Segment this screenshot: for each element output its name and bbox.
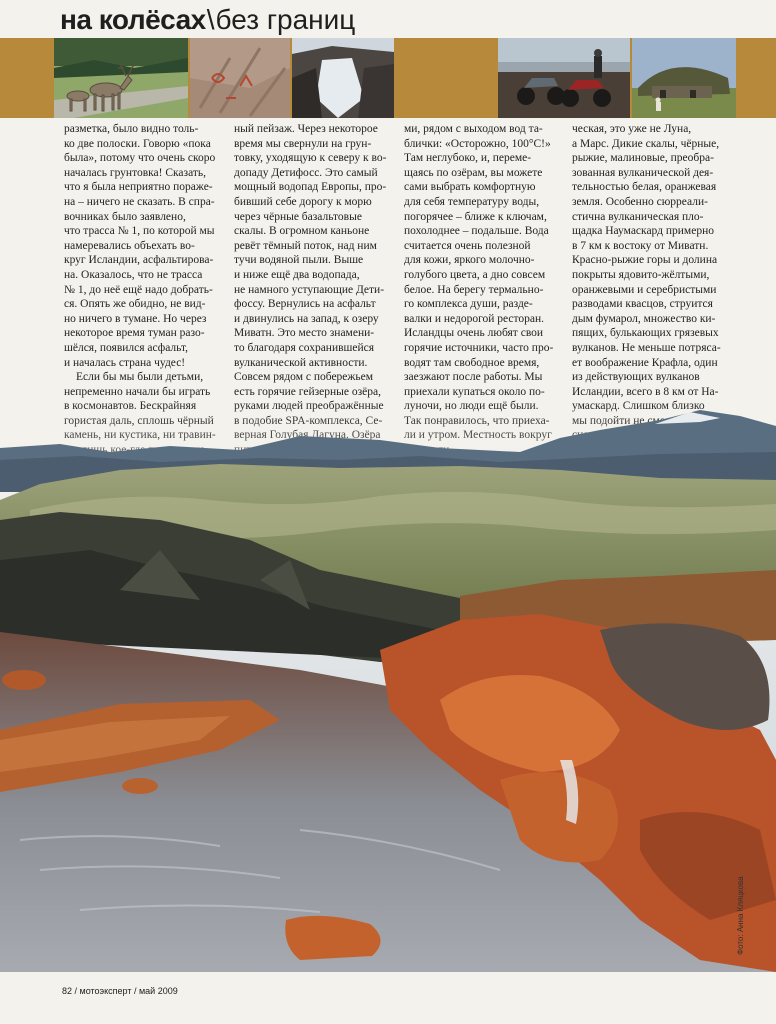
text-column-4 (572, 122, 750, 443)
section-title-left: на колёсах (60, 4, 206, 35)
section-title-right: без границ (215, 4, 356, 35)
paragraph: ческая, это уже не Луна, а Марс. Дикие скалы, чёрные, рыжие, малиновые, преобра- зованная вулканической дея- тельностью белая, оранжевая земля. Особенно сюрреали- стична вулканическая пло- щадка Наумаскард примерно в 7 км к востоку от Миватн. Красно-рыжие горы и долина покрыты ядовито-жёлтыми, оранжевыми и серебристыми разводами квасцов, струится дым фумарол, множество ки- пящих, булькающих грязевых вулканов. Не меньше потряса- ет воображение Крафла, один из действующих вулканов Исландии, всего в 8 км от На- (572, 123, 721, 398)
rock-carving-photo (190, 38, 290, 118)
paragraph: ми, рядом с выходом вод та- блички: «Осторожно, 100°С!» Там неглубоко, и, переме- щаясь по озёрам, вы можете сами выбрать комфортную для себя температуру воды, погорячее – ближе к ключам, похолоднее – подальше. Вода считается очень полезной для кожи, яркого молочно- голубого цвета, а дно совсем белое. На берегу термально- го комплекса души, разде- валки и недорогой ресторан. Исландцы очень любят свои горячие источники, часто про- водят там свободное время, заезжают после работы. Мы приехали купаться около по- (404, 123, 554, 398)
photo-credit: Фото: Анна Кляцкова (736, 876, 745, 955)
page-footer: 82 / мотоэксперт / май 2009 (62, 986, 178, 996)
motorcycles-photo (498, 38, 630, 118)
canyon-waterfall-photo (292, 38, 394, 118)
paragraph: ный пейзаж. Через некоторое время мы свернули на грун- товку, уходящую к северу к во- допаду Детифосс. Это самый мощный водопад Европы, про- бивший себе дорогу к морю через чёрные базальтовые скалы. В огромном каньоне ревёт тёмный поток, над ним тучи водяной пыли. Выше и ниже ещё два водопада, не намного уступающие Дети- фоссу. Вернулись на асфальт и двинулись на запад, к озеру Миватн. Это место знамени- то благодаря сохранившейся вулканической активности. Совсем рядом с побережьем есть горячие гейзерные озёра, (234, 123, 387, 398)
paragraph: Если бы мы были детьми, непременно начали бы играть (64, 371, 211, 398)
reindeer-photo (54, 38, 188, 118)
section-header (60, 4, 355, 36)
section-title-separator: \ (206, 4, 215, 35)
turf-house-photo (632, 38, 736, 118)
paragraph: разметка, было видно толь- ко две полоски. Говорю «пока была», потому что очень скоро началась грунтовка! Сказать, что я была неприятно пораже- на – ничего не сказать. В спра- вочниках было заявлено, что трасса № 1, по которой мы намеревались объехать во- круг Исландии, асфальтирова- на. Оказалось, что не трасса № 1, до неё ещё надо добрать- ся. Опять же обидно, не вид- но ничего в тумане. Но через некоторое время туман разо- шёлся, появился асфальт, и началась страна чудес! (64, 123, 216, 369)
landscape-hot-spring-photo (0, 400, 776, 972)
